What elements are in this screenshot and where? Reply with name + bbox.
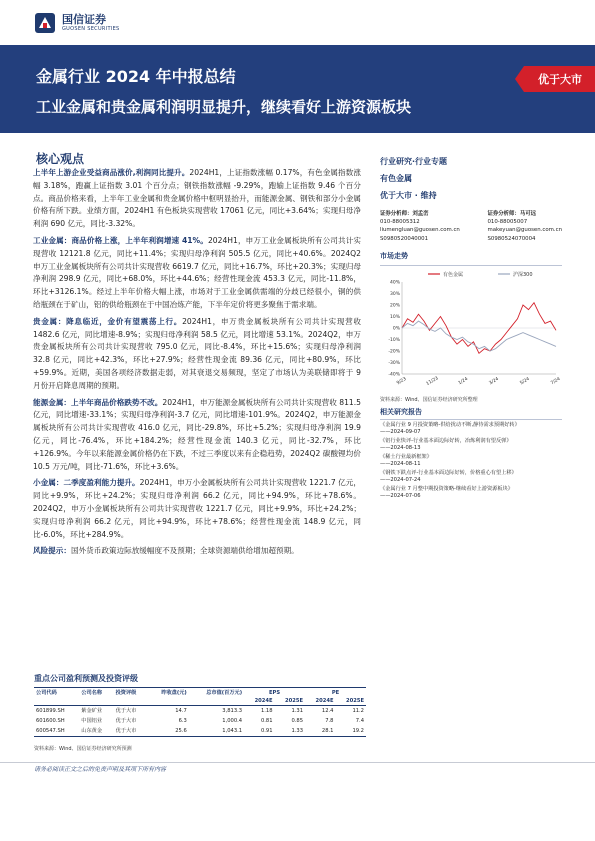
cell-pe25: 7.4 xyxy=(355,718,364,724)
cell-mktcap: 3,813.3 xyxy=(222,708,243,714)
report-title: 金属行业 2024 年中报总结 xyxy=(36,67,236,86)
analyst-email[interactable]: makeyuan@guosen.com.cn xyxy=(487,227,562,234)
table-row xyxy=(34,726,366,737)
analyst-cert: S0980524070004 xyxy=(487,235,536,242)
cell-pe24: 28.1 xyxy=(305,726,335,737)
cell-code: 601600.SH xyxy=(36,718,65,724)
cell-pe25: 19.2 xyxy=(335,726,366,737)
related-report[interactable] xyxy=(380,454,562,468)
cell-price: 25.6 xyxy=(148,726,189,737)
analyst-email[interactable]: liumengluan@guosen.com.cn xyxy=(380,227,460,234)
cell-eps24: 1.18 xyxy=(260,708,273,714)
cell-code: 601899.SH xyxy=(36,708,65,714)
cell-eps25: 0.85 xyxy=(291,718,304,724)
core-paragraph xyxy=(33,316,361,393)
company-name-en: GUOSEN SECURITIES xyxy=(62,25,120,32)
cell-rating: 优于大市 xyxy=(114,726,148,737)
cell-name: 中国铝业 xyxy=(81,718,103,724)
title-banner xyxy=(0,45,595,133)
col-pe-2025e: 2025E xyxy=(335,697,366,706)
analyst-phone: 010-88005312 xyxy=(380,219,420,226)
report-date: ——2024-07-24 xyxy=(380,476,421,483)
col-eps-2025e: 2025E xyxy=(275,697,305,706)
col-name: 公司名称 xyxy=(79,688,113,698)
cell-pe24: 7.8 xyxy=(325,718,334,724)
analyst-list xyxy=(380,210,562,243)
chart-heading: 市场走势 xyxy=(380,251,408,260)
analyst-card xyxy=(380,210,460,243)
analyst-cert: S0980520040001 xyxy=(380,235,429,242)
forecast-table-title: 重点公司盈利预测及投资评级 xyxy=(34,674,138,683)
table-row xyxy=(34,716,366,726)
analyst-card xyxy=(487,210,562,243)
table-source: 资料来源：Wind、国信证券经济研究所预测 xyxy=(34,746,132,752)
paragraph-lead: 风险提示： xyxy=(33,546,71,556)
core-paragraph xyxy=(33,397,361,474)
x-tick-label: 11/23 xyxy=(425,375,440,387)
cell-pe25: 11.2 xyxy=(352,708,364,714)
x-tick-label: 3/24 xyxy=(488,376,500,387)
y-tick-label: -10% xyxy=(388,337,400,343)
col-pe-2024e: 2024E xyxy=(305,697,335,706)
cell-name: 紫金矿业 xyxy=(81,708,103,714)
legend-label: 沪深300 xyxy=(513,271,533,278)
col-rating: 投资评级 xyxy=(114,688,148,698)
related-reports-heading: 相关研究报告 xyxy=(380,407,562,420)
y-tick-label: 40% xyxy=(389,280,400,286)
paragraph-text: 2024H1，申万贵金属板块所有公司共计实现营收 1482.6 亿元，同比增速-8.9%；实现归母净利润 58.5 亿元，同比增速 53.1%。2024Q2，申万贵金属板块所有公司共计实现营收 795.0 亿元，同比-8.4%，环比+15.6%；实现归母净利润 32.8 亿元，同比+42.3%，环比+27.9%；经营性现金流 89.36 亿元，同比+80.9%，环比+59.9%。近期，美国各项经济数据走弱，对其衰退交易频现，坚定了市场认为美联储即将于 9 月份开启降息周期的预期。 xyxy=(33,316,361,390)
col-mktcap: 总市值(百万元) xyxy=(189,688,244,698)
cell-eps25: 1.33 xyxy=(275,726,305,737)
analyst-phone: 010-88005007 xyxy=(487,219,528,226)
cell-pe24: 12.4 xyxy=(321,708,334,714)
cell-mktcap: 1,000.4 xyxy=(222,718,243,724)
cell-rating: 优于大市 xyxy=(115,718,137,724)
core-views-heading: 核心观点 xyxy=(36,152,85,166)
legend-label: 有色金属 xyxy=(443,271,464,278)
paragraph-lead: 工业金属：商品价格上涨，上半年利润增速 41%。 xyxy=(33,235,208,245)
core-views-body xyxy=(33,167,361,562)
market-trend-chart xyxy=(380,265,562,394)
report-date: ——2024-08-13 xyxy=(380,444,421,451)
logo-mark-icon xyxy=(34,12,56,34)
cell-price: 6.3 xyxy=(178,718,187,724)
report-title: 《钢铁下跌点评-行业基本面边际好转，价格重心有望上移》 xyxy=(380,469,517,476)
y-tick-label: 10% xyxy=(389,314,400,320)
col-price: 昨收盘(元) xyxy=(148,688,189,698)
series-line-2 xyxy=(402,321,556,351)
x-tick-label: 5/24 xyxy=(519,376,531,387)
table-row xyxy=(34,706,366,717)
core-paragraph xyxy=(33,167,361,231)
y-tick-label: 0% xyxy=(392,326,400,332)
cell-price: 14.7 xyxy=(175,708,187,714)
cell-eps25: 1.31 xyxy=(291,708,304,714)
paragraph-text: 2024H1，申万工业金属板块所有公司共计实现营收 12121.8 亿元，同比+11.4%；实现归母净利润 505.5 亿元，同比+40.6%。2024Q2 申万工业金属板块所有公司共计实现营收 6619.7 亿元，同比+16.7%，环比+20.3%；实现归母净利润 298.9 亿元，同比+68.0%，环比+44.6%；经营性现金流 453.3 亿元，同比-11.8%，环比+3126.1%。经过上半年价格大幅上涨，市场对于工业金属供需端的分歧已经很小，铜的供给瓶颈在于矿山，铝的供给瓶颈在于中国冶炼产能，下半年定价将更多聚焦于需求端。 xyxy=(33,235,361,309)
x-tick-label: 7/24 xyxy=(550,376,562,387)
related-report[interactable] xyxy=(380,438,562,452)
related-reports-list xyxy=(380,422,562,500)
report-title: 《金属行业 9 月投资策略-供给扰动不断,静待需求预期好转》 xyxy=(380,421,520,428)
cell-eps24: 0.91 xyxy=(244,726,274,737)
report-title: 《铝行业快评-行业基本面边际好转，冶炼利润有望反弹》 xyxy=(380,437,512,444)
cell-code: 600547.SH xyxy=(34,726,79,737)
paragraph-text: 2024H1，申万能源金属板块所有公司共计实现营收 811.5 亿元，同比增速-33.1%；实现归母净利润-3.7 亿元，同比增速-101.9%。2024Q2，申万能源金属板块所有公司共计实现营收 416.0 亿元，同比-29.8%，环比+5.2%；实现归母净利润 19.9 亿元，同比-76.4%，环比+184.2%；经营性现金流 140.3 亿元，同比-32.7%，环比+126.9%。今年以来能源金属价格仍在下跌，不过三季度以来有企稳趋势，2024Q2 碳酸锂均价 10.5 万元/吨，同比-71.6%，环比+3.6%。 xyxy=(33,397,361,471)
report-title: 《稀土行业最新框架》 xyxy=(380,453,432,460)
core-paragraph xyxy=(33,477,361,541)
x-tick-label: 1/24 xyxy=(457,376,469,387)
paragraph-lead: 能源金属：上半年商品价格跌势不改。 xyxy=(33,397,163,407)
y-tick-label: -40% xyxy=(388,372,400,378)
cell-eps24: 0.81 xyxy=(260,718,273,724)
rating-line: 优于大市 · 维持 xyxy=(380,191,437,200)
report-subtitle: 工业金属和贵金属利润明显提升，继续看好上游资源板块 xyxy=(36,98,412,116)
x-tick-label: 9/23 xyxy=(396,376,408,387)
paragraph-lead: 上半年上游企业受益商品涨价,利润同比提升。 xyxy=(33,168,190,177)
paragraph-lead: 贵金属：降息临近，金价有望震荡上行。 xyxy=(33,316,183,326)
cell-name: 山东黄金 xyxy=(79,726,113,737)
report-date: ——2024-08-11 xyxy=(380,460,421,467)
report-date: ——2024-09-07 xyxy=(380,428,421,435)
analyst-label: 证券分析师：马可远 xyxy=(487,211,536,217)
y-tick-label: 20% xyxy=(389,303,400,309)
disclaimer-note: 请务必阅读正文之后的免责声明及其项下所有内容 xyxy=(34,766,167,773)
market-trend-svg xyxy=(380,268,562,390)
paragraph-text: 国外货币政策边际放缓幅度不及预期；全球资源端供给增加超预期。 xyxy=(70,546,299,556)
report-title: 《金属行业 7 月整中期投资策略-继续看好上游资源板块》 xyxy=(380,485,513,492)
chart-source: 资料来源：Wind、国信证券经济研究所整理 xyxy=(380,396,478,403)
col-code: 公司代码 xyxy=(34,688,79,698)
related-report[interactable] xyxy=(380,486,562,500)
forecast-table xyxy=(34,687,366,737)
analyst-label: 证券分析师：刘孟峦 xyxy=(380,211,429,217)
rating-badge: 优于大市 xyxy=(524,66,595,92)
cell-mktcap: 1,043.1 xyxy=(189,726,244,737)
footer-divider xyxy=(0,762,595,763)
related-report[interactable] xyxy=(380,422,562,436)
col-eps-2024e: 2024E xyxy=(244,697,274,706)
y-tick-label: -30% xyxy=(388,360,400,366)
core-paragraph xyxy=(33,235,361,312)
company-name: 国信证券 xyxy=(62,12,106,26)
related-report[interactable] xyxy=(380,470,562,484)
company-logo xyxy=(34,12,120,34)
y-tick-label: -20% xyxy=(388,349,400,355)
industry-name: 有色金属 xyxy=(380,174,412,183)
cell-rating: 优于大市 xyxy=(115,708,137,714)
col-pe: PE xyxy=(305,688,366,698)
risk-warning xyxy=(33,545,361,558)
col-eps: EPS xyxy=(244,688,305,698)
report-date: ——2024-07-06 xyxy=(380,492,421,499)
paragraph-text: 2024H1，申万小金属板块所有公司共计实现营收 1221.7 亿元，同比+9.9%，环比+24.2%；实现归母净利润 66.2 亿元，同比+94.9%，环比+78.6%。2024Q2，申万小金属板块所有公司共计实现营收 1221.7 亿元，同比+9.9%，环比+24.2%；实现归母净利润 66.2 亿元，同比+94.9%，环比+78.6%；经营性现金流 148.9 亿元，同比-6.0%，环比+284.9%。 xyxy=(33,478,361,539)
report-category: 行业研究·行业专题 xyxy=(380,157,448,166)
paragraph-text: 2024H1，上证指数涨幅 0.17%，有色金属指数涨幅 3.18%，跑赢上证指数 3.01 个百分点；钢铁指数涨幅 -9.29%，跑输上证指数 9.46 个百分点。商品价格来看，上半年工业金属和贵金属价格中枢明显抬升，而能源金属、钢铁和部分小金属价格有所下跌。业绩方面，2024H1 有色板块实现营收 17061 亿元，同比+3.64%；实现归母净利润 690 亿元，同比-3.32%。 xyxy=(33,168,361,229)
paragraph-lead: 小金属：二季度盈利能力提升。 xyxy=(33,478,140,488)
sidebar xyxy=(380,155,562,500)
y-tick-label: 30% xyxy=(389,291,400,297)
